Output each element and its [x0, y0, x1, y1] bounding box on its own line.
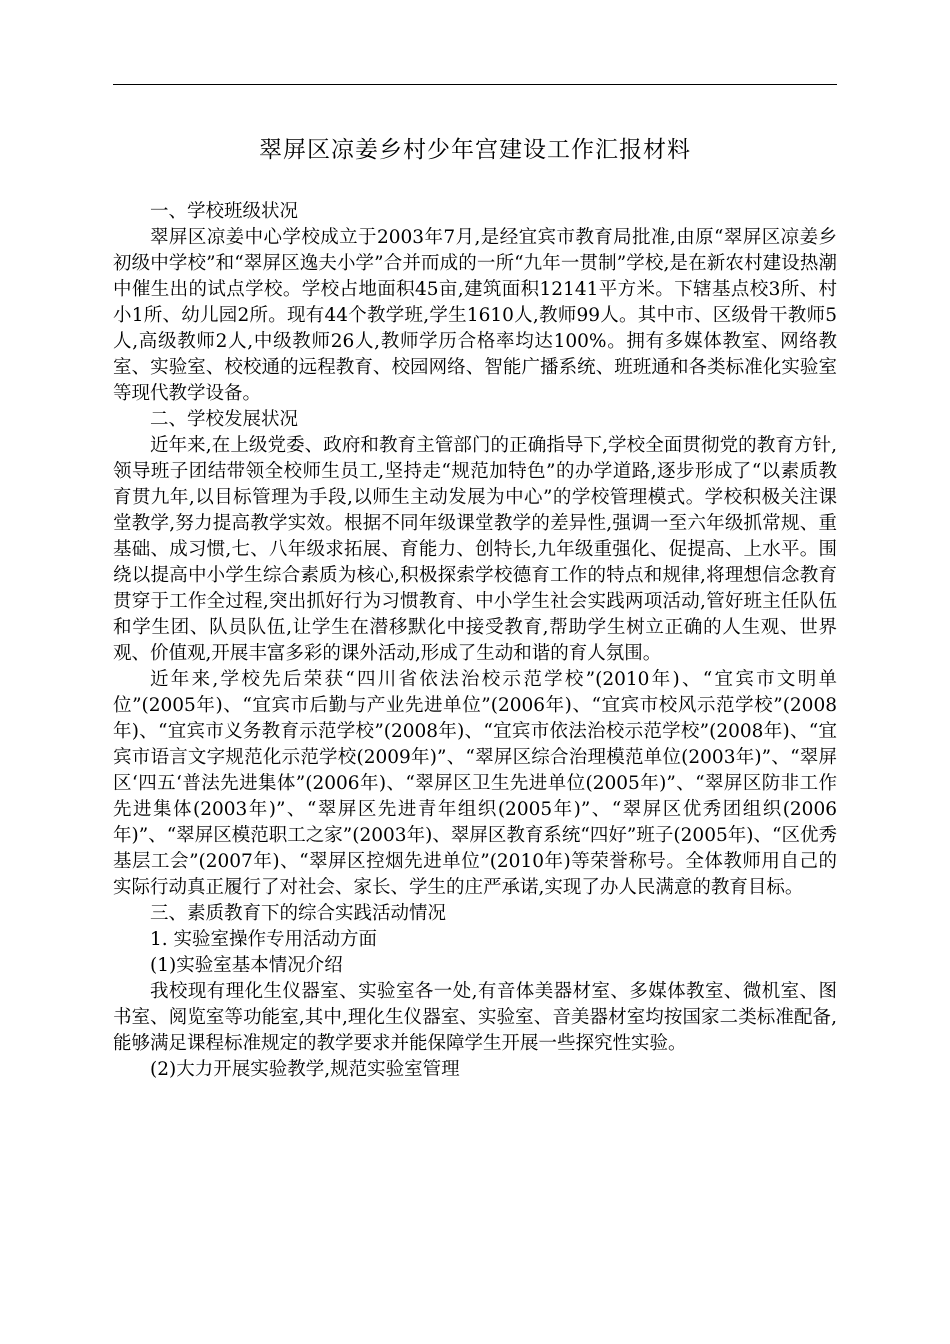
paragraph-lab-overview: 我校现有理化生仪器室、实验室各一处,有音体美器材室、多媒体教室、微机室、图书室、阅览室等功能室,其中,理化生仪器室、实验室、音美器材室均按国家二类标准配备,能够满足课程标准规定的教学要求并能保障学生开展一些探究性实验。 [113, 981, 837, 1054]
paragraph-school-overview: 翠屏区凉姜中心学校成立于2003年7月,是经宜宾市教育局批准,由原“翠屏区凉姜乡初级中学校”和“翠屏区逸夫小学”合并而成的一所“九年一贯制”学校,是在新农村建设热潮中催生出的试点学校。学校占地面积45亩,建筑面积12141平方米。下辖基点校3所、村小1所、幼儿园2所。现有44个教学班,学生1610人,教师99人。其中市、区级骨干教师5人,高级教师2人,中级教师26人,教师学历合格率均达100%。拥有多媒体教室、网络教室、实验室、校校通的远程教育、校园网络、智能广播系统、班班通和各类标准化实验室等现代教学设备。 [113, 227, 837, 404]
section-heading-1: 一、学校班级状况 [150, 201, 299, 222]
section-heading-3: 三、素质教育下的综合实践活动情况 [150, 903, 447, 924]
paragraph-honors: 近年来,学校先后荣获“四川省依法治校示范学校”(2010年)、“宜宾市文明单位”(2005年)、“宜宾市后勤与产业先进单位”(2006年)、“宜宾市校风示范学校”(2008年)、“宜宾市义务教育示范学校”(2008年)、“宜宾市依法治校示范学校”(2008年)、“宜宾市语言文字规范化示范学校(2009年)”、“翠屏区综合治理模范单位(2003年)”、“翠屏区‘四五‘普法先进集体”(2006年)、“翠屏区卫生先进单位(2005年)”、“翠屏区防非工作先进集体(2003年)”、“翠屏区先进青年组织(2005年)”、“翠屏区优秀团组织(2006年)”、“翠屏区模范职工之家”(2003年)、翠屏区教育系统“四好”班子(2005年)、“区优秀基层工会”(2007年)、“翠屏区控烟先进单位”(2010年)等荣誉称号。全体教师用自己的实际行动真正履行了对社会、家长、学生的庄严承诺,实现了办人民满意的教育目标。 [113, 669, 837, 898]
subsection-heading-1: 1. 实验室操作专用活动方面 [150, 929, 378, 950]
subsection-heading-1-1: (1)实验室基本情况介绍 [150, 955, 343, 976]
section-heading-2: 二、学校发展状况 [150, 409, 299, 430]
subsection-heading-1-2: (2)大力开展实验教学,规范实验室管理 [150, 1059, 460, 1080]
header-rule [113, 84, 837, 85]
paragraph-school-development: 近年来,在上级党委、政府和教育主管部门的正确指导下,学校全面贯彻党的教育方针,领导班子团结带领全校师生员工,坚持走“规范加特色”的办学道路,逐步形成了“以素质教育贯九年,以目标管理为手段,以师生主动发展为中心”的学校管理模式。学校积极关注课堂教学,努力提高教学实效。根据不同年级课堂教学的差异性,强调一至六年级抓常规、重基础、成习惯,七、八年级求拓展、育能力、创特长,九年级重强化、促提高、上水平。围绕以提高中小学生综合素质为核心,积极探索学校德育工作的特点和规律,将理想信念教育贯穿于工作全过程,突出抓好行为习惯教育、中小学生社会实践两项活动,管好班主任队伍和学生团、队员队伍,让学生在潜移默化中接受教育,帮助学生树立正确的人生观、世界观、价值观,开展丰富多彩的课外活动,形成了生动和谐的育人氛围。 [113, 435, 837, 664]
document-body [113, 199, 837, 1083]
document-title: 翠屏区凉姜乡村少年宫建设工作汇报材料 [259, 137, 691, 163]
